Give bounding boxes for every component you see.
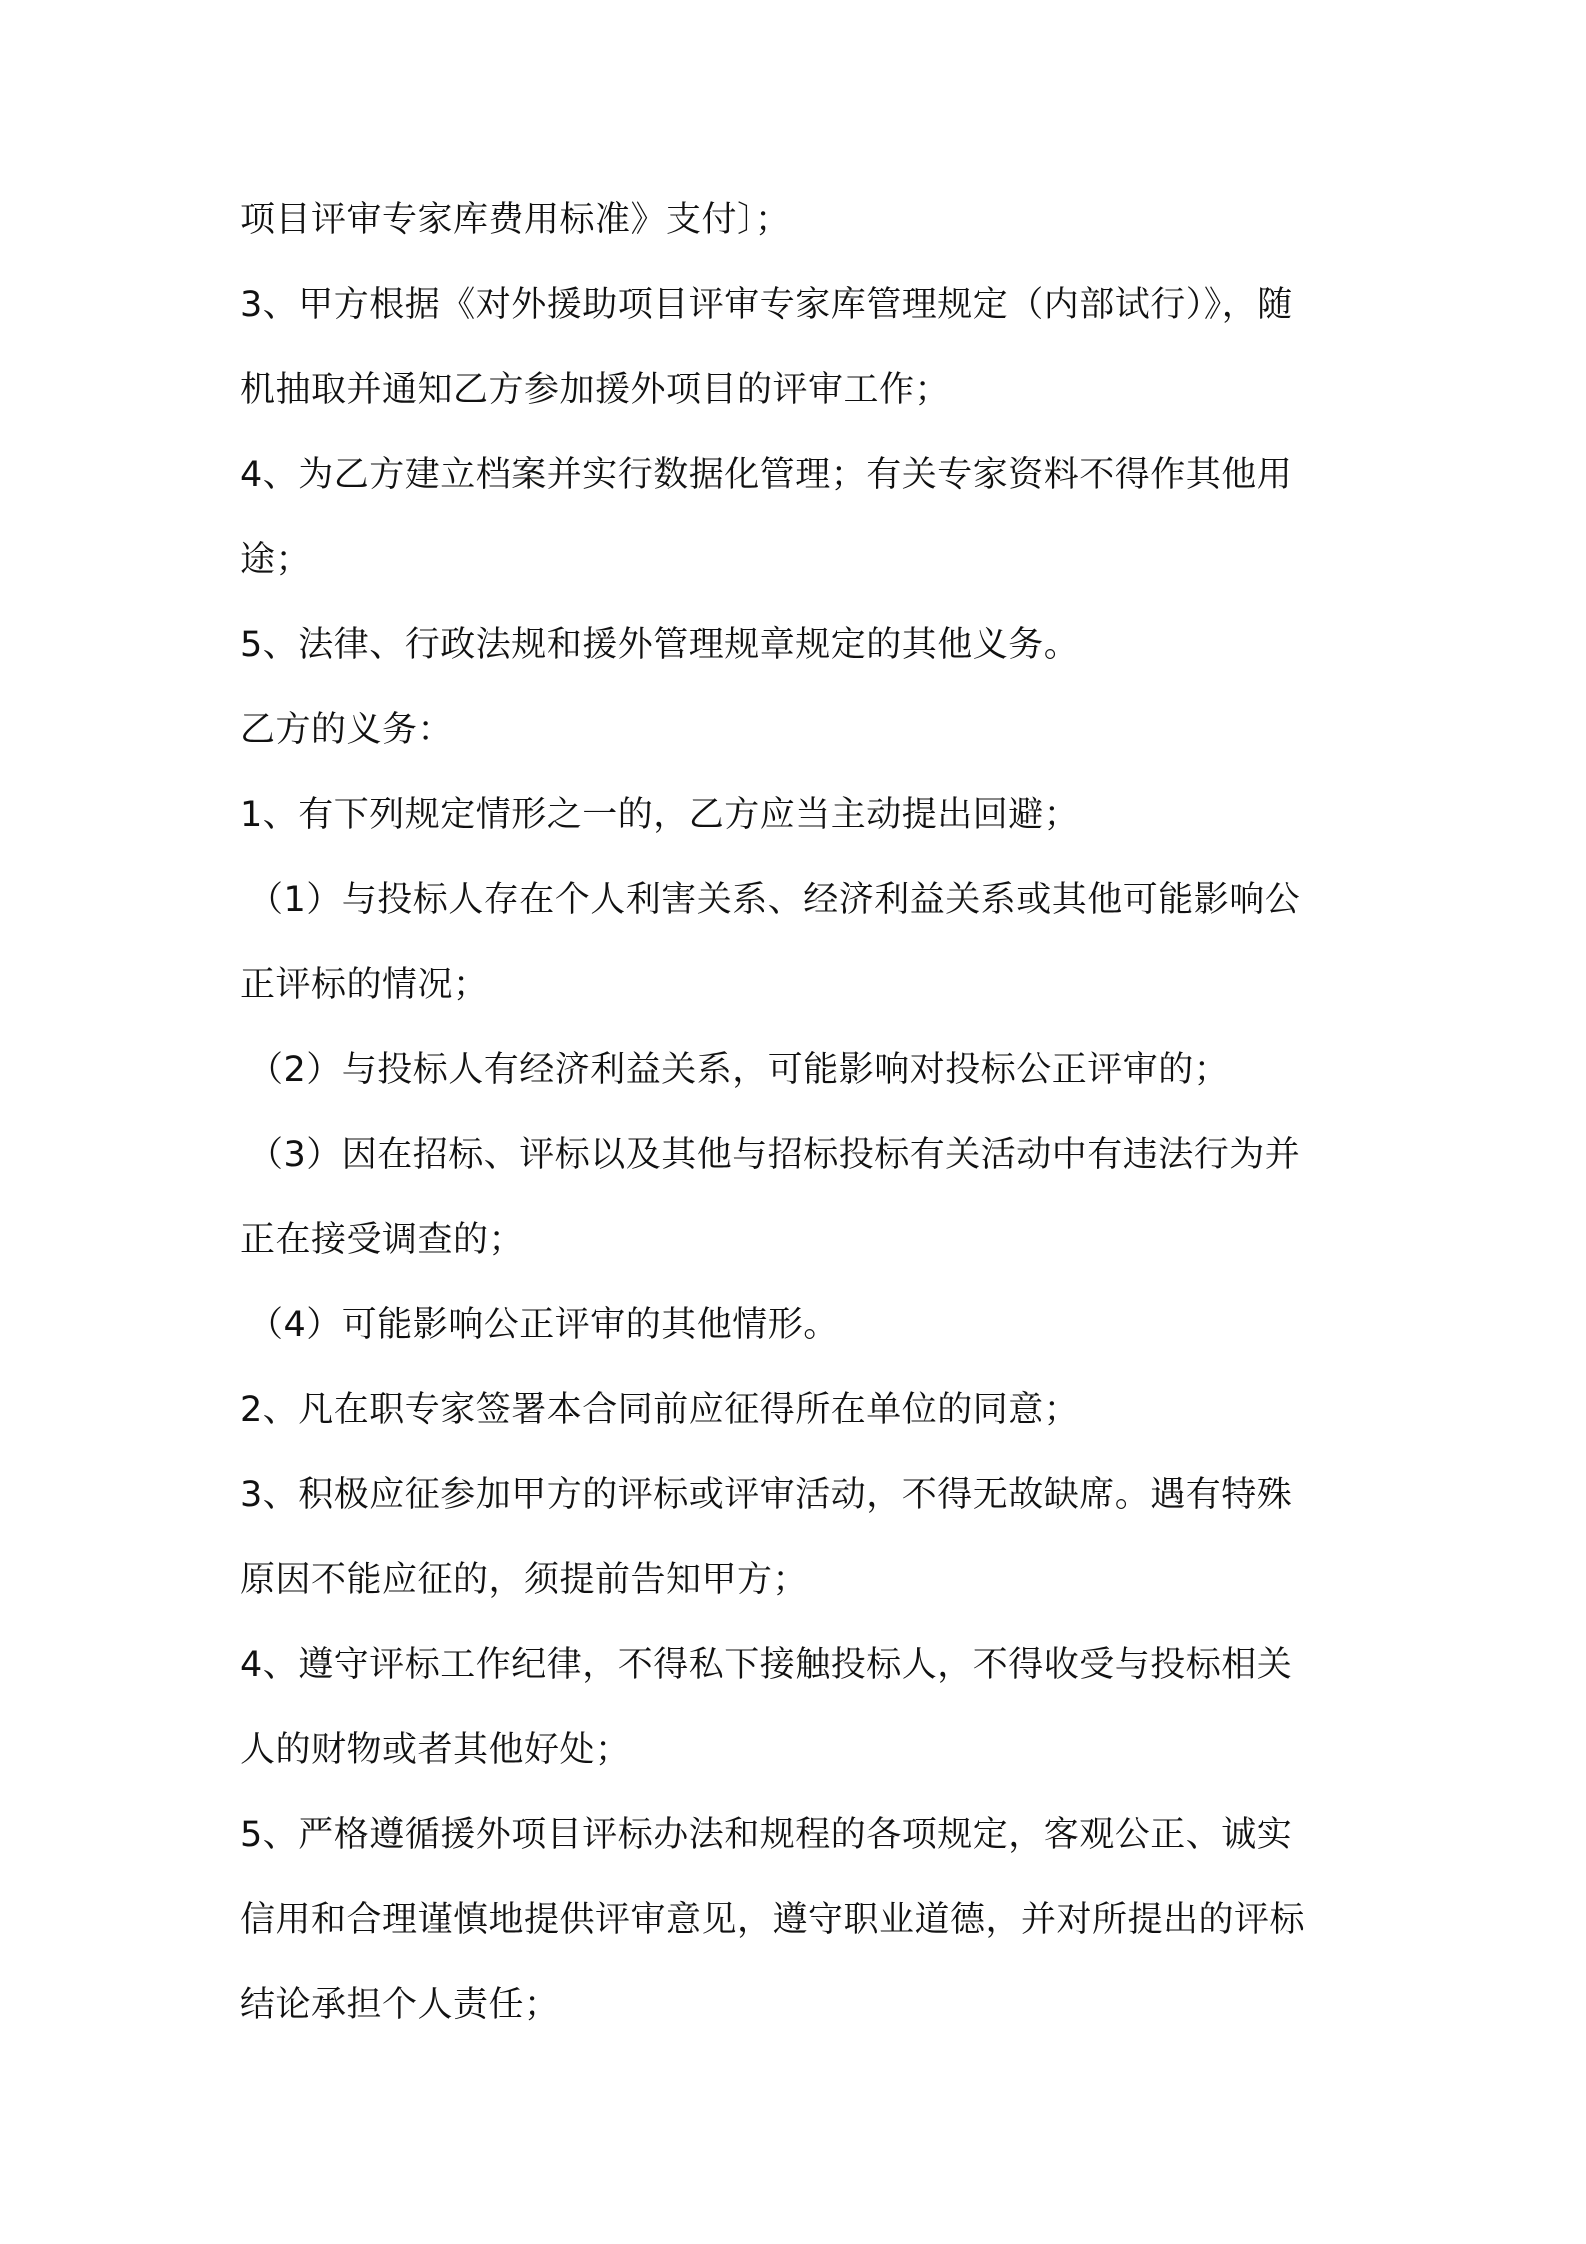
text-line: 4、为乙方建立档案并实行数据化管理；有关专家资料不得作其他用 — [240, 455, 1293, 495]
text-line: 乙方的义务： — [240, 710, 454, 750]
text-line: 项目评审专家库费用标准》支付〕； — [240, 200, 791, 240]
text-line: 2、凡在职专家签署本合同前应征得所在单位的同意； — [240, 1390, 1080, 1430]
text-line: 3、积极应征参加甲方的评标或评审活动，不得无故缺席。遇有特殊 — [240, 1475, 1293, 1515]
text-line: 途； — [240, 540, 312, 580]
text-line: 结论承担个人责任； — [240, 1985, 560, 2025]
text-line: 3、甲方根据《对外援助项目评审专家库管理规定（内部试行）》，随 — [240, 285, 1293, 325]
text-line: （4）可能影响公正评审的其他情形。 — [248, 1305, 839, 1345]
text-line: 正在接受调查的； — [240, 1220, 525, 1260]
text-line: （3）因在招标、评标以及其他与招标投标有关活动中有违法行为并 — [248, 1135, 1301, 1175]
text-line: 机抽取并通知乙方参加援外项目的评审工作； — [240, 370, 951, 410]
text-line: 5、严格遵循援外项目评标办法和规程的各项规定，客观公正、诚实 — [240, 1815, 1293, 1855]
text-line: 人的财物或者其他好处； — [240, 1730, 631, 1770]
text-line: （1）与投标人存在个人利害关系、经济利益关系或其他可能影响公 — [248, 880, 1301, 920]
text-line: 5、法律、行政法规和援外管理规章规定的其他义务。 — [240, 625, 1080, 665]
text-line: 4、遵守评标工作纪律，不得私下接触投标人，不得收受与投标相关 — [240, 1645, 1293, 1685]
text-line: 原因不能应征的，须提前告知甲方； — [240, 1560, 809, 1600]
text-line: 信用和合理谨慎地提供评审意见，遵守职业道德，并对所提出的评标 — [240, 1900, 1306, 1940]
text-line: 正评标的情况； — [240, 965, 489, 1005]
text-line: （2）与投标人有经济利益关系，可能影响对投标公正评审的； — [248, 1050, 1230, 1090]
text-line: 1、有下列规定情形之一的，乙方应当主动提出回避； — [240, 795, 1080, 835]
